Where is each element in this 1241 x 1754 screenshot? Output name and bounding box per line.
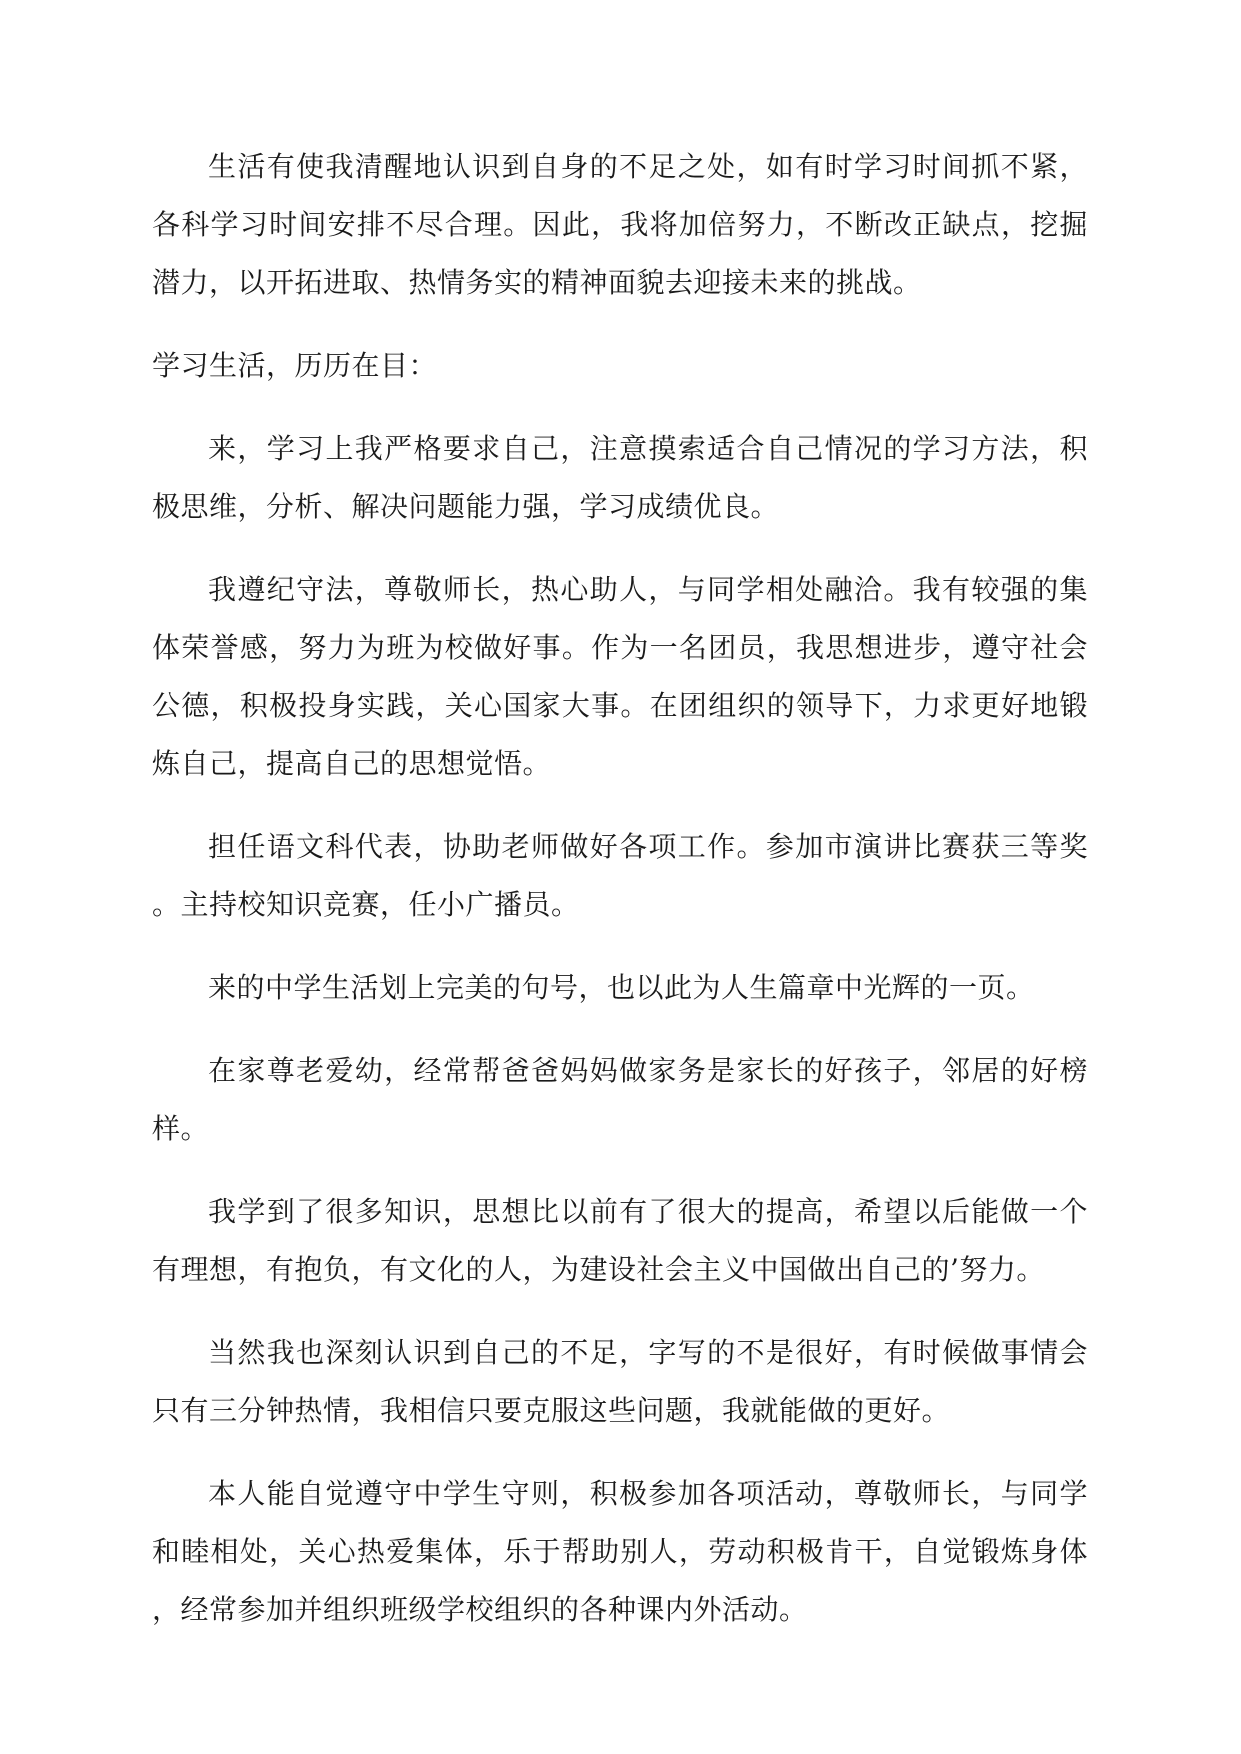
paragraph: [152, 337, 1088, 395]
paragraph: [152, 561, 1088, 793]
paragraph-line: 当然我也深刻认识到自己的不足，字写的不是很好，有时候做事情会: [208, 1336, 1088, 1369]
paragraph-line: 潜力，以开拓进取、热情务实的精神面貌去迎接未来的挑战。: [152, 266, 922, 299]
paragraph-line: 生活有使我清醒地认识到自身的不足之处，如有时学习时间抓不紧，: [208, 150, 1088, 183]
document-body: [152, 138, 1088, 1664]
paragraph-line: 学习生活，历历在目：: [152, 349, 438, 382]
paragraph-line: 公德，积极投身实践，关心国家大事。在团组织的领导下，力求更好地锻: [152, 689, 1088, 722]
paragraph-line: 只有三分钟热情，我相信只要克服这些问题，我就能做的更好。: [152, 1394, 951, 1427]
paragraph: [152, 420, 1088, 536]
paragraph-line: 我遵纪守法，尊敬师长，热心助人，与同学相处融洽。我有较强的集: [208, 573, 1088, 606]
paragraph-line: 担任语文科代表，协助老师做好各项工作。参加市演讲比赛获三等奖: [208, 830, 1088, 863]
paragraph-line: 炼自己，提高自己的思想觉悟。: [152, 747, 552, 780]
paragraph-line: 来，学习上我严格要求自己，注意摸索适合自己情况的学习方法，积: [208, 432, 1088, 465]
paragraph-line: 有理想，有抱负，有文化的人，为建设社会主义中国做出自己的’努力。: [152, 1253, 1045, 1286]
paragraph-line: 极思维，分析、解决问题能力强，学习成绩优良。: [152, 490, 780, 523]
paragraph-line: 。主持校知识竞赛，任小广播员。: [152, 888, 580, 921]
paragraph: [152, 1465, 1088, 1639]
paragraph-line: 和睦相处，关心热爱集体，乐于帮助别人，劳动积极肯干，自觉锻炼身体: [152, 1535, 1088, 1568]
paragraph-line: 体荣誉感，努力为班为校做好事。作为一名团员，我思想进步，遵守社会: [152, 631, 1088, 664]
paragraph: [152, 138, 1088, 312]
paragraph-line: 各科学习时间安排不尽合理。因此，我将加倍努力，不断改正缺点，挖掘: [152, 208, 1088, 241]
paragraph-line: 来的中学生活划上完美的句号，也以此为人生篇章中光辉的一页。: [208, 971, 1035, 1004]
paragraph-line: ，经常参加并组织班级学校组织的各种课内外活动。: [152, 1593, 808, 1626]
paragraph-line: 本人能自觉遵守中学生守则，积极参加各项活动，尊敬师长，与同学: [208, 1477, 1088, 1510]
paragraph: [152, 1324, 1088, 1440]
paragraph-line: 样。: [152, 1112, 210, 1145]
paragraph: [152, 818, 1088, 934]
paragraph: [152, 959, 1088, 1017]
paragraph-line: 在家尊老爱幼，经常帮爸爸妈妈做家务是家长的好孩子，邻居的好榜: [208, 1054, 1088, 1087]
paragraph: [152, 1042, 1088, 1158]
paragraph: [152, 1183, 1088, 1299]
paragraph-line: 我学到了很多知识，思想比以前有了很大的提高，希望以后能做一个: [208, 1195, 1088, 1228]
